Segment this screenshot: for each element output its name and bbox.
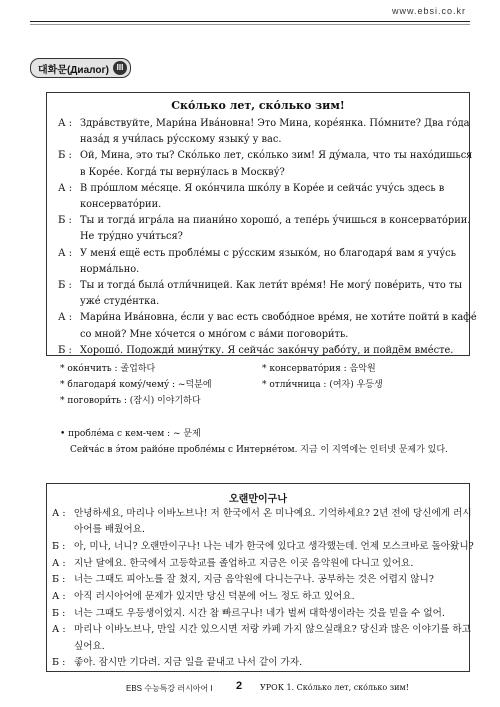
- russian-dialog-title: Ско́лько лет, ско́лько зим!: [171, 99, 345, 112]
- dialog-line: уже́ студе́нтка.: [80, 296, 160, 308]
- speaker-label: Б :: [52, 608, 66, 619]
- dialog-line: 너는 그때도 우등생이었지. 시간 참 빠르구나! 네가 벌써 대학생이라는 것을 믿을 수 없어.: [74, 608, 445, 619]
- speaker-label: А :: [58, 118, 73, 129]
- vocab-item: * консервато́рия : 음악원: [262, 364, 376, 374]
- speaker-label: Б :: [58, 215, 72, 227]
- header-rule: [30, 21, 470, 22]
- dialog-line: 안녕하세요, 마리나 이바노브나! 저 한국에서 온 미나예요. 기억하세요? 2년 전에 당신에게 러시: [74, 508, 472, 519]
- dialog-line: Мари́на Ива́новна, е́сли у вас есть свобо́дное вре́мя, не хоти́те пойти́ в кафе́: [80, 312, 477, 324]
- header-rule-thin: [30, 24, 470, 25]
- dialog-line: 아직 러시아어에 문제가 있지만 당신 덕분에 어느 정도 하고 있어요.: [74, 591, 355, 602]
- dialog-line: В про́шлом ме́сяце. Я око́нчила шко́лу в Коре́е и сейча́с учу́сь здесь в: [80, 182, 445, 194]
- speaker-label: Б :: [58, 280, 72, 291]
- speaker-label: Б :: [52, 574, 66, 585]
- speaker-label: Б :: [52, 541, 66, 552]
- speaker-label: Б :: [58, 150, 72, 162]
- korean-dialog-title: 오랜만이구나: [229, 494, 287, 505]
- page-number: 2: [236, 680, 243, 692]
- vocab-item: * отли́чница : (여자) 우등생: [262, 380, 383, 390]
- dialog-line: консервато́рии.: [80, 199, 162, 210]
- dialog-line: в Коре́е. Когда́ ты верну́лась в Москву́?: [80, 166, 285, 178]
- dialog-line: 싶어요.: [74, 641, 105, 652]
- speaker-label: Б :: [58, 344, 72, 356]
- speaker-label: А :: [52, 558, 66, 569]
- dialog-line: Ты и тогда́ игра́ла на пиани́но хорошо́, а тепе́рь у́чишься в консервато́рии.: [80, 215, 471, 227]
- speaker-label: А :: [52, 508, 66, 519]
- speaker-label: А :: [58, 312, 73, 324]
- dialog-line: Не тру́дно учи́ться?: [80, 231, 183, 243]
- dialog-line: Ой, Мина, это ты? Ско́лько лет, ско́лько зим! Я ду́мала, что ты нахо́дишься: [80, 150, 473, 162]
- dialog-line: Здра́вствуйте, Мари́на Ива́новна! Это Мина, коре́янка. По́мните? Два го́да: [80, 118, 470, 129]
- dialog-line: норма́льно.: [80, 263, 140, 275]
- footer-book-title: EBS 수능특강 러시아어 I: [126, 684, 213, 693]
- speaker-label: А :: [52, 624, 66, 635]
- speaker-label: А :: [58, 182, 73, 194]
- dialog-line: 아어를 배웠어요.: [74, 524, 145, 535]
- section-tag-label: 대화문(Диалог): [38, 64, 109, 76]
- vocab-item: * поговори́ть : (잠시) 이야기하다: [60, 396, 201, 406]
- speaker-label: Б :: [52, 657, 66, 668]
- section-tag: [30, 58, 131, 78]
- grammar-example: Сейча́с в э́том райо́не пробле́мы с Интерне́том. 지금 이 지역에는 인터넷 문제가 있다.: [70, 445, 448, 455]
- dialog-line: наза́д я учи́лась ру́сскому языку́ у вас.: [80, 134, 282, 146]
- speaker-label: А :: [52, 591, 66, 602]
- dialog-line: со мной? Мне хо́чется о мно́гом с ва́ми поговори́ть.: [80, 328, 349, 340]
- dialog-line: Ты и тогда́ была́ отли́чницей. Как лети́т вре́мя! Не могу́ пове́рить, что ты: [80, 280, 463, 291]
- dialog-line: 지난 달에요. 한국에서 고등학교를 졸업하고 지금은 이곳 음악원에 다니고 있어요.: [74, 558, 414, 569]
- grammar-head: • пробле́ма с кем-чем : ~ 문제: [60, 429, 201, 439]
- dialog-line: 좋아. 잠시만 기다려. 지금 일을 끝내고 나서 같이 가자.: [74, 657, 303, 668]
- dialog-line: 너는 그때도 피아노를 잘 쳤지, 지금 음악원에 다니는구나. 공부하는 것은 어렵지 않니?: [74, 574, 434, 585]
- vocab-item: * благодаря́ кому́/чему́ : ~덕분에: [60, 380, 212, 390]
- vocab-item: * око́нчить : 졸업하다: [60, 364, 156, 374]
- section-number-badge: III: [113, 61, 127, 75]
- dialog-line: Хорошо́. Подожди́ мину́тку. Я сейча́с зако́нчу рабо́ту, и пойдём вме́сте.: [80, 344, 454, 356]
- site-url: www.ebsi.co.kr: [391, 6, 466, 16]
- footer-lesson-title: УРОК 1. Ско́лько лет, ско́лько зим!: [260, 683, 409, 692]
- dialog-line: 아, 미나, 너니? 오랜만이구나! 나는 네가 한국에 있다고 생각했는데. 언제 모스크바로 돌아왔니?: [74, 541, 474, 552]
- dialog-line: У меня́ ещё есть пробле́мы с ру́сским языко́м, но благодаря́ вам я учу́сь: [80, 247, 456, 259]
- dialog-line: 마리나 이바노브나, 만일 시간 있으시면 저랑 카페 가지 않으실래요? 당신과 많은 이야기를 하고: [74, 624, 471, 635]
- speaker-label: А :: [58, 247, 73, 259]
